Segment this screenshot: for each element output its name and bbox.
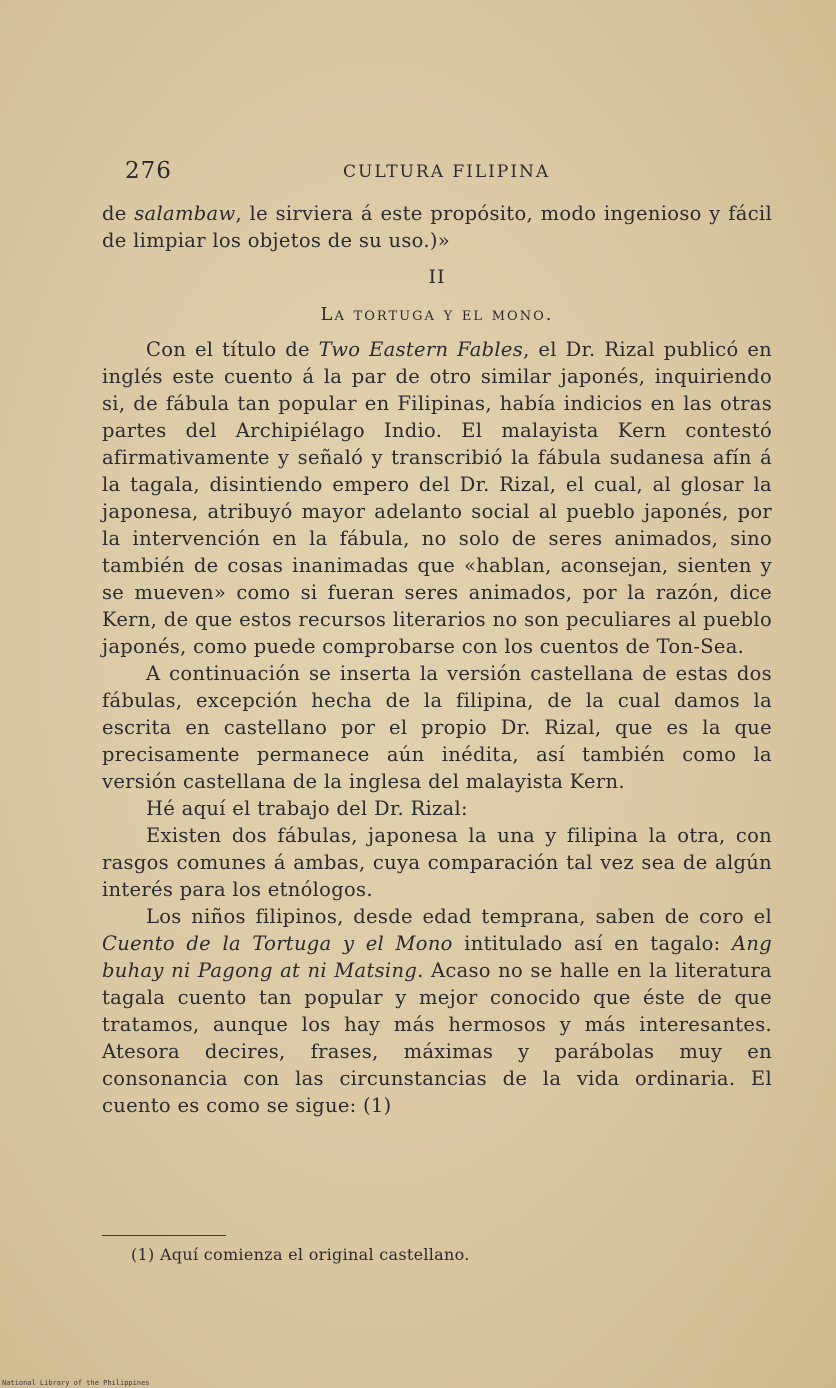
text-run: Los niños filipinos, desde edad temprana, saben de coro el — [146, 905, 772, 928]
text-run: de — [102, 202, 135, 225]
library-credit: National Library of the Philippines — [2, 1379, 150, 1387]
paragraph — [102, 336, 772, 660]
italic-title: Ang buhay ni Pagong at ni Matsing — [102, 932, 772, 982]
italic-title: Cuento de la Tortuga y el Mono — [102, 932, 453, 955]
paragraph: Hé aquí el trabajo del Dr. Rizal: — [146, 797, 468, 820]
footnote: (1) Aquí comienza el original castellano. — [131, 1245, 470, 1264]
section-number: II — [428, 266, 446, 288]
paragraph — [102, 903, 772, 1119]
text-run: intitulado así en tagalo: — [452, 932, 732, 955]
italic-term: salambaw — [134, 202, 236, 225]
section-title: La tortuga y el mono. — [320, 304, 554, 325]
italic-title: Two Eastern Fables — [318, 338, 524, 361]
footnote-rule — [102, 1235, 226, 1236]
page-header — [125, 158, 765, 188]
running-title: CULTURA FILIPINA — [343, 162, 551, 182]
text-run: Con el título de — [146, 338, 319, 361]
paragraph-continuation — [102, 200, 772, 254]
paragraph: Existen dos fábulas, japonesa la una y filipina la otra, con rasgos comunes á ambas, cuya comparación tal vez sea de algún interés para los etnólogos. — [102, 824, 772, 901]
paragraph: A continuación se inserta la versión castellana de estas dos fábulas, excepción hecha de la filipina, de la cual damos la escrita en castellano por el propio Dr. Rizal, que es la que precisamente permanece aún inédita, así también como la versión castellana de la inglesa del malayista Kern. — [102, 662, 772, 793]
body-text — [102, 200, 772, 1119]
text-run: , el Dr. Rizal publicó en inglés este cuento á la par de otro similar japonés, inquiriendo si, de fábula tan popular en Filipinas, había indicios en las otras partes del Archipiélago Indio. El malayista Kern contestó afirmativamente y señaló y transcribió la fábula sudanesa afín á la tagala, disintiendo empero del Dr. Rizal, el cual, al glosar la japonesa, atribuyó mayor adelanto social al pueblo japonés, por la intervención en la fábula, no solo de seres animados, sino también de cosas inanimadas que «hablan, aconsejan, sienten y se mueven» como si fueran seres animados, por la razón, dice Kern, de que estos recursos literarios no son peculiares al pueblo japonés, como puede comprobarse con los cuentos de Ton-Sea. — [102, 338, 773, 658]
text-run: , le sirviera á este propósito, modo ingenioso y fácil de limpiar los objetos de su uso.)» — [102, 202, 772, 252]
text-run: . Acaso no se halle en la literatura tagala cuento tan popular y mejor conocido que éste de que tratamos, aunque los hay más hermosos y más interesantes. Atesora decires, frases, máximas y parábolas muy en consonancia con las circunstancias de la vida ordinaria. El cuento es como se sigue: (1) — [102, 959, 772, 1117]
page-number: 276 — [125, 158, 172, 184]
